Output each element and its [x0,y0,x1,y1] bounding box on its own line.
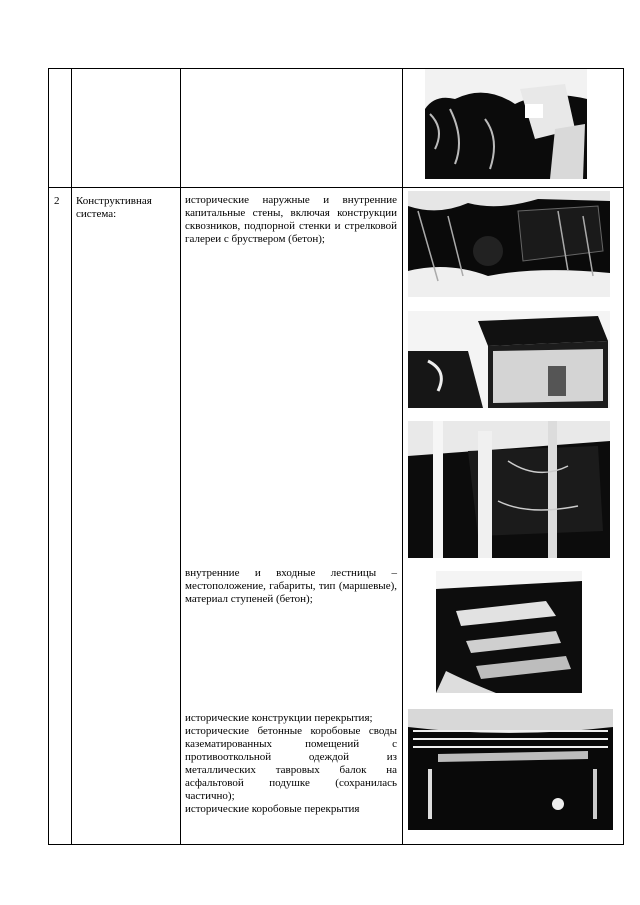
description-walls [185,194,397,246]
photo-exterior-walls [408,191,610,297]
photo-overgrown-ruin [425,69,587,179]
photo-concrete-stairs [436,571,582,693]
table-border-bottom [48,844,624,845]
description-floors-heading: исторические конструкции перекрытия; [185,712,373,724]
photo-trees-and-wall [408,421,610,558]
column-line-5 [623,68,624,845]
description-walls-text: исторические наружные и внутренние капитальные стены, включая конструкции сквозников, подпорной стенки и стрелковой галереи с бруствером (бетон); [185,194,397,245]
row-label: Конструктивная система: [76,195,152,220]
description-floors [185,712,397,816]
description-vaults-text: исторические бетонные коробовые своды казематированных помещений с противооткольной одеждой из металлических тавровых балок на асфальтовой подушке (сохранилась частично); [185,725,397,802]
description-stairs-text: внутренние и входные лестницы – местоположение, габариты, тип (маршевые), материал ступеней (бетон); [185,567,397,605]
photo-snowy-structure [408,311,610,408]
description-stairs [185,567,397,606]
column-line-4 [402,68,403,845]
row-number: 2 [54,195,60,207]
photo-vault-ceiling [408,709,613,830]
column-line-2 [71,68,72,845]
row-divider [48,187,624,188]
description-box-ceiling-text: исторические коробовые перекрытия [185,803,360,815]
column-line-1 [48,68,49,845]
column-line-3 [180,68,181,845]
